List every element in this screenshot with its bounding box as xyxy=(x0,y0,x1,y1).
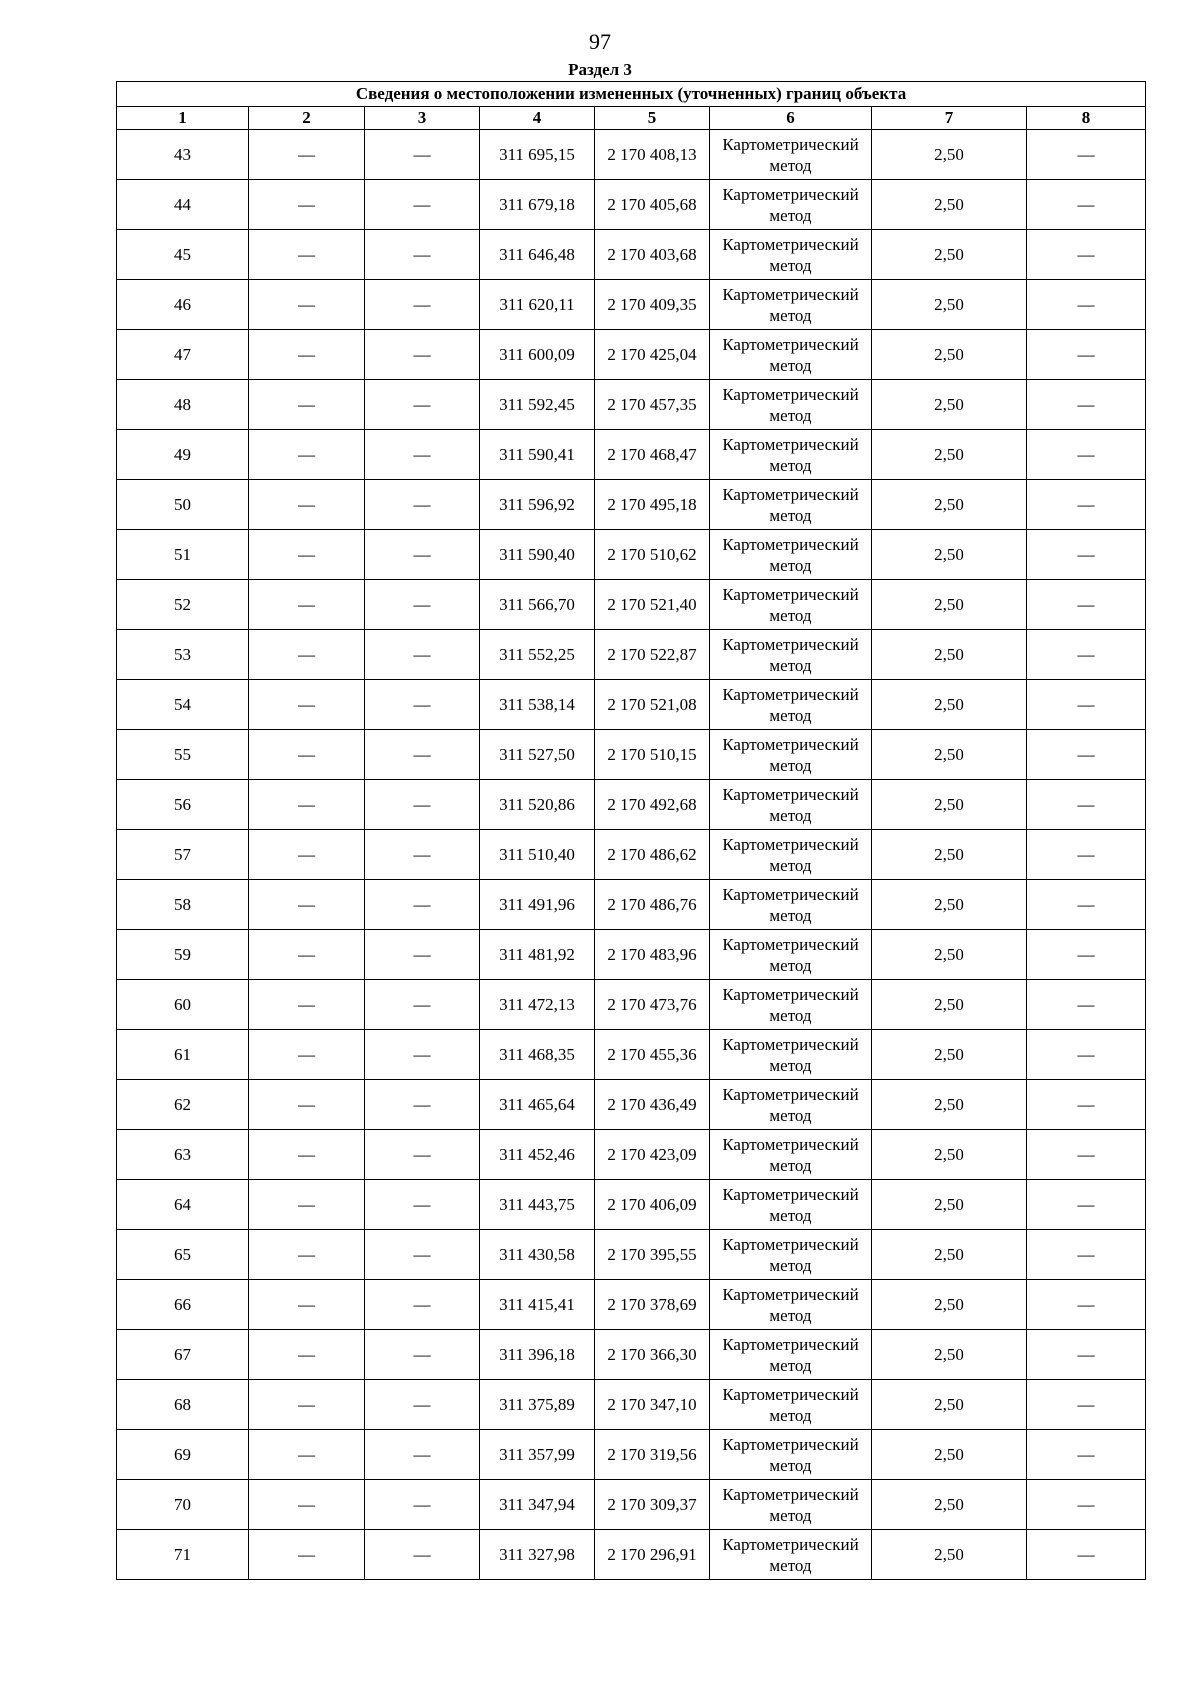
cell-col-2: — xyxy=(249,980,365,1030)
cell-method: Картометрический метод xyxy=(710,1480,872,1530)
table-row xyxy=(117,880,1146,930)
cell-col-2: — xyxy=(249,930,365,980)
column-header-8: 8 xyxy=(1027,107,1146,130)
cell-point-number: 54 xyxy=(117,680,249,730)
cell-method: Картометрический метод xyxy=(710,430,872,480)
cell-accuracy: 2,50 xyxy=(872,1030,1027,1080)
cell-method: Картометрический метод xyxy=(710,1230,872,1280)
cell-col-8: — xyxy=(1027,180,1146,230)
cell-point-number: 46 xyxy=(117,280,249,330)
cell-col-2: — xyxy=(249,330,365,380)
cell-coord-y: 2 170 347,10 xyxy=(595,1380,710,1430)
cell-col-8: — xyxy=(1027,1330,1146,1380)
cell-coord-x: 311 375,89 xyxy=(480,1380,595,1430)
cell-col-3: — xyxy=(365,880,480,930)
table-row xyxy=(117,330,1146,380)
cell-col-3: — xyxy=(365,680,480,730)
table-row xyxy=(117,230,1146,280)
cell-col-3: — xyxy=(365,1180,480,1230)
cell-coord-y: 2 170 510,15 xyxy=(595,730,710,780)
table-row xyxy=(117,730,1146,780)
cell-col-3: — xyxy=(365,330,480,380)
cell-col-8: — xyxy=(1027,680,1146,730)
cell-col-8: — xyxy=(1027,480,1146,530)
cell-coord-x: 311 415,41 xyxy=(480,1280,595,1330)
cell-accuracy: 2,50 xyxy=(872,1080,1027,1130)
cell-coord-x: 311 357,99 xyxy=(480,1430,595,1480)
table-row xyxy=(117,780,1146,830)
cell-col-3: — xyxy=(365,580,480,630)
cell-col-2: — xyxy=(249,680,365,730)
cell-coord-x: 311 596,92 xyxy=(480,480,595,530)
cell-accuracy: 2,50 xyxy=(872,580,1027,630)
cell-col-2: — xyxy=(249,530,365,580)
cell-col-8: — xyxy=(1027,880,1146,930)
table-row xyxy=(117,980,1146,1030)
cell-coord-x: 311 566,70 xyxy=(480,580,595,630)
cell-col-3: — xyxy=(365,930,480,980)
cell-col-8: — xyxy=(1027,1230,1146,1280)
cell-method: Картометрический метод xyxy=(710,1030,872,1080)
cell-point-number: 53 xyxy=(117,630,249,680)
cell-col-3: — xyxy=(365,630,480,680)
cell-col-8: — xyxy=(1027,1130,1146,1180)
cell-coord-y: 2 170 492,68 xyxy=(595,780,710,830)
cell-col-2: — xyxy=(249,1280,365,1330)
cell-col-8: — xyxy=(1027,1380,1146,1430)
cell-point-number: 71 xyxy=(117,1530,249,1580)
table-row xyxy=(117,180,1146,230)
cell-method: Картометрический метод xyxy=(710,830,872,880)
cell-col-3: — xyxy=(365,1230,480,1280)
cell-accuracy: 2,50 xyxy=(872,1180,1027,1230)
cell-col-2: — xyxy=(249,230,365,280)
cell-col-8: — xyxy=(1027,1180,1146,1230)
table-row xyxy=(117,130,1146,180)
cell-col-2: — xyxy=(249,130,365,180)
cell-coord-y: 2 170 425,04 xyxy=(595,330,710,380)
cell-coord-x: 311 527,50 xyxy=(480,730,595,780)
column-header-3: 3 xyxy=(365,107,480,130)
cell-col-2: — xyxy=(249,630,365,680)
cell-coord-y: 2 170 495,18 xyxy=(595,480,710,530)
column-header-4: 4 xyxy=(480,107,595,130)
cell-accuracy: 2,50 xyxy=(872,330,1027,380)
table-row xyxy=(117,1480,1146,1530)
cell-col-8: — xyxy=(1027,930,1146,980)
cell-method: Картометрический метод xyxy=(710,330,872,380)
cell-coord-x: 311 552,25 xyxy=(480,630,595,680)
cell-coord-x: 311 510,40 xyxy=(480,830,595,880)
cell-col-8: — xyxy=(1027,980,1146,1030)
cell-col-3: — xyxy=(365,980,480,1030)
cell-accuracy: 2,50 xyxy=(872,1430,1027,1480)
cell-coord-x: 311 538,14 xyxy=(480,680,595,730)
cell-col-2: — xyxy=(249,280,365,330)
cell-point-number: 61 xyxy=(117,1030,249,1080)
cell-accuracy: 2,50 xyxy=(872,780,1027,830)
page-number: 97 xyxy=(589,29,611,54)
cell-coord-x: 311 465,64 xyxy=(480,1080,595,1130)
cell-accuracy: 2,50 xyxy=(872,980,1027,1030)
cell-coord-y: 2 170 483,96 xyxy=(595,930,710,980)
cell-point-number: 67 xyxy=(117,1330,249,1380)
cell-point-number: 49 xyxy=(117,430,249,480)
cell-col-2: — xyxy=(249,180,365,230)
cell-method: Картометрический метод xyxy=(710,1080,872,1130)
cell-point-number: 45 xyxy=(117,230,249,280)
cell-col-8: — xyxy=(1027,1430,1146,1480)
cell-col-8: — xyxy=(1027,1080,1146,1130)
cell-method: Картометрический метод xyxy=(710,380,872,430)
table-row xyxy=(117,680,1146,730)
cell-method: Картометрический метод xyxy=(710,1330,872,1380)
cell-coord-x: 311 600,09 xyxy=(480,330,595,380)
table-row xyxy=(117,1430,1146,1480)
cell-coord-y: 2 170 473,76 xyxy=(595,980,710,1030)
cell-col-2: — xyxy=(249,1480,365,1530)
cell-accuracy: 2,50 xyxy=(872,130,1027,180)
cell-col-8: — xyxy=(1027,580,1146,630)
cell-coord-y: 2 170 436,49 xyxy=(595,1080,710,1130)
cell-coord-y: 2 170 468,47 xyxy=(595,430,710,480)
cell-method: Картометрический метод xyxy=(710,280,872,330)
cell-col-8: — xyxy=(1027,280,1146,330)
cell-col-3: — xyxy=(365,830,480,880)
cell-col-8: — xyxy=(1027,1480,1146,1530)
cell-accuracy: 2,50 xyxy=(872,480,1027,530)
cell-method: Картометрический метод xyxy=(710,1180,872,1230)
table-row xyxy=(117,580,1146,630)
cell-col-8: — xyxy=(1027,380,1146,430)
table-row xyxy=(117,830,1146,880)
cell-point-number: 63 xyxy=(117,1130,249,1180)
cell-point-number: 51 xyxy=(117,530,249,580)
cell-col-2: — xyxy=(249,730,365,780)
cell-col-3: — xyxy=(365,730,480,780)
cell-col-3: — xyxy=(365,1480,480,1530)
boundary-coordinates-table xyxy=(116,81,1146,1580)
cell-col-3: — xyxy=(365,430,480,480)
cell-coord-x: 311 472,13 xyxy=(480,980,595,1030)
cell-col-2: — xyxy=(249,1330,365,1380)
cell-col-3: — xyxy=(365,1130,480,1180)
cell-col-2: — xyxy=(249,830,365,880)
cell-coord-x: 311 430,58 xyxy=(480,1230,595,1280)
cell-coord-y: 2 170 319,56 xyxy=(595,1430,710,1480)
table-row xyxy=(117,1230,1146,1280)
cell-point-number: 58 xyxy=(117,880,249,930)
cell-accuracy: 2,50 xyxy=(872,680,1027,730)
cell-coord-y: 2 170 510,62 xyxy=(595,530,710,580)
cell-accuracy: 2,50 xyxy=(872,1230,1027,1280)
cell-col-3: — xyxy=(365,380,480,430)
cell-method: Картометрический метод xyxy=(710,630,872,680)
cell-accuracy: 2,50 xyxy=(872,930,1027,980)
cell-point-number: 68 xyxy=(117,1380,249,1430)
cell-col-8: — xyxy=(1027,430,1146,480)
cell-coord-y: 2 170 486,76 xyxy=(595,880,710,930)
table-row xyxy=(117,1330,1146,1380)
cell-method: Картометрический метод xyxy=(710,1130,872,1180)
cell-method: Картометрический метод xyxy=(710,480,872,530)
cell-coord-x: 311 491,96 xyxy=(480,880,595,930)
cell-point-number: 52 xyxy=(117,580,249,630)
cell-point-number: 57 xyxy=(117,830,249,880)
cell-coord-x: 311 396,18 xyxy=(480,1330,595,1380)
cell-col-2: — xyxy=(249,1030,365,1080)
table-row xyxy=(117,430,1146,480)
table-row xyxy=(117,1030,1146,1080)
cell-coord-y: 2 170 486,62 xyxy=(595,830,710,880)
cell-coord-y: 2 170 409,35 xyxy=(595,280,710,330)
cell-col-2: — xyxy=(249,1380,365,1430)
cell-coord-x: 311 590,41 xyxy=(480,430,595,480)
cell-col-2: — xyxy=(249,1430,365,1480)
cell-point-number: 65 xyxy=(117,1230,249,1280)
cell-method: Картометрический метод xyxy=(710,930,872,980)
cell-coord-x: 311 592,45 xyxy=(480,380,595,430)
cell-method: Картометрический метод xyxy=(710,580,872,630)
cell-coord-y: 2 170 457,35 xyxy=(595,380,710,430)
cell-method: Картометрический метод xyxy=(710,230,872,280)
cell-point-number: 62 xyxy=(117,1080,249,1130)
cell-accuracy: 2,50 xyxy=(872,1130,1027,1180)
cell-coord-x: 311 452,46 xyxy=(480,1130,595,1180)
cell-col-2: — xyxy=(249,1180,365,1230)
cell-coord-y: 2 170 522,87 xyxy=(595,630,710,680)
cell-accuracy: 2,50 xyxy=(872,380,1027,430)
cell-point-number: 59 xyxy=(117,930,249,980)
cell-accuracy: 2,50 xyxy=(872,180,1027,230)
cell-coord-y: 2 170 378,69 xyxy=(595,1280,710,1330)
cell-method: Картометрический метод xyxy=(710,730,872,780)
cell-accuracy: 2,50 xyxy=(872,280,1027,330)
cell-point-number: 47 xyxy=(117,330,249,380)
cell-col-8: — xyxy=(1027,730,1146,780)
cell-col-8: — xyxy=(1027,1280,1146,1330)
cell-method: Картометрический метод xyxy=(710,1430,872,1480)
cell-accuracy: 2,50 xyxy=(872,1530,1027,1580)
cell-accuracy: 2,50 xyxy=(872,1280,1027,1330)
cell-col-2: — xyxy=(249,430,365,480)
cell-accuracy: 2,50 xyxy=(872,430,1027,480)
cell-coord-x: 311 481,92 xyxy=(480,930,595,980)
table-row xyxy=(117,280,1146,330)
cell-method: Картометрический метод xyxy=(710,180,872,230)
table-row xyxy=(117,1130,1146,1180)
cell-col-3: — xyxy=(365,180,480,230)
cell-method: Картометрический метод xyxy=(710,1380,872,1430)
cell-point-number: 55 xyxy=(117,730,249,780)
table-row xyxy=(117,630,1146,680)
cell-coord-x: 311 620,11 xyxy=(480,280,595,330)
cell-col-8: — xyxy=(1027,780,1146,830)
cell-coord-y: 2 170 405,68 xyxy=(595,180,710,230)
table-row xyxy=(117,480,1146,530)
table-row xyxy=(117,930,1146,980)
table-row xyxy=(117,1080,1146,1130)
cell-col-8: — xyxy=(1027,230,1146,280)
cell-coord-y: 2 170 521,40 xyxy=(595,580,710,630)
column-header-5: 5 xyxy=(595,107,710,130)
cell-accuracy: 2,50 xyxy=(872,880,1027,930)
cell-point-number: 69 xyxy=(117,1430,249,1480)
table-row xyxy=(117,1530,1146,1580)
cell-point-number: 64 xyxy=(117,1180,249,1230)
cell-accuracy: 2,50 xyxy=(872,1330,1027,1380)
cell-coord-y: 2 170 366,30 xyxy=(595,1330,710,1380)
cell-col-8: — xyxy=(1027,630,1146,680)
cell-method: Картометрический метод xyxy=(710,1530,872,1580)
cell-method: Картометрический метод xyxy=(710,1280,872,1330)
cell-col-3: — xyxy=(365,1330,480,1380)
cell-method: Картометрический метод xyxy=(710,680,872,730)
cell-coord-y: 2 170 408,13 xyxy=(595,130,710,180)
cell-accuracy: 2,50 xyxy=(872,1480,1027,1530)
cell-method: Картометрический метод xyxy=(710,880,872,930)
cell-col-2: — xyxy=(249,380,365,430)
cell-col-8: — xyxy=(1027,1530,1146,1580)
cell-col-3: — xyxy=(365,1080,480,1130)
cell-point-number: 56 xyxy=(117,780,249,830)
column-header-7: 7 xyxy=(872,107,1027,130)
cell-accuracy: 2,50 xyxy=(872,830,1027,880)
cell-coord-x: 311 443,75 xyxy=(480,1180,595,1230)
cell-col-8: — xyxy=(1027,330,1146,380)
cell-coord-x: 311 590,40 xyxy=(480,530,595,580)
cell-point-number: 43 xyxy=(117,130,249,180)
cell-coord-x: 311 347,94 xyxy=(480,1480,595,1530)
cell-method: Картометрический метод xyxy=(710,130,872,180)
cell-col-3: — xyxy=(365,530,480,580)
cell-coord-y: 2 170 423,09 xyxy=(595,1130,710,1180)
table-body xyxy=(117,130,1146,1580)
cell-coord-x: 311 679,18 xyxy=(480,180,595,230)
cell-coord-y: 2 170 309,37 xyxy=(595,1480,710,1530)
cell-col-8: — xyxy=(1027,830,1146,880)
table-row xyxy=(117,1380,1146,1430)
cell-col-3: — xyxy=(365,1530,480,1580)
column-header-2: 2 xyxy=(249,107,365,130)
section-title: Раздел 3 xyxy=(568,60,632,79)
cell-coord-y: 2 170 403,68 xyxy=(595,230,710,280)
cell-coord-x: 311 468,35 xyxy=(480,1030,595,1080)
cell-col-3: — xyxy=(365,230,480,280)
cell-coord-y: 2 170 455,36 xyxy=(595,1030,710,1080)
cell-accuracy: 2,50 xyxy=(872,630,1027,680)
cell-col-3: — xyxy=(365,480,480,530)
cell-col-3: — xyxy=(365,1280,480,1330)
cell-col-2: — xyxy=(249,1230,365,1280)
cell-coord-x: 311 646,48 xyxy=(480,230,595,280)
column-header-6: 6 xyxy=(710,107,872,130)
cell-method: Картометрический метод xyxy=(710,530,872,580)
cell-coord-x: 311 327,98 xyxy=(480,1530,595,1580)
cell-point-number: 66 xyxy=(117,1280,249,1330)
cell-coord-y: 2 170 296,91 xyxy=(595,1530,710,1580)
table-row xyxy=(117,1280,1146,1330)
table-row xyxy=(117,1180,1146,1230)
cell-col-3: — xyxy=(365,130,480,180)
column-header-row xyxy=(117,107,1146,130)
cell-coord-x: 311 520,86 xyxy=(480,780,595,830)
cell-point-number: 48 xyxy=(117,380,249,430)
cell-point-number: 44 xyxy=(117,180,249,230)
cell-coord-y: 2 170 395,55 xyxy=(595,1230,710,1280)
cell-accuracy: 2,50 xyxy=(872,530,1027,580)
cell-coord-x: 311 695,15 xyxy=(480,130,595,180)
cell-col-8: — xyxy=(1027,130,1146,180)
cell-col-2: — xyxy=(249,1130,365,1180)
cell-col-2: — xyxy=(249,480,365,530)
cell-col-2: — xyxy=(249,580,365,630)
cell-col-2: — xyxy=(249,1530,365,1580)
cell-method: Картометрический метод xyxy=(710,980,872,1030)
cell-coord-y: 2 170 521,08 xyxy=(595,680,710,730)
cell-col-8: — xyxy=(1027,1030,1146,1080)
cell-col-8: — xyxy=(1027,530,1146,580)
cell-point-number: 60 xyxy=(117,980,249,1030)
table-row xyxy=(117,530,1146,580)
table-caption: Сведения о местоположении измененных (уточненных) границ объекта xyxy=(117,82,1146,107)
column-header-1: 1 xyxy=(117,107,249,130)
cell-col-2: — xyxy=(249,780,365,830)
cell-accuracy: 2,50 xyxy=(872,1380,1027,1430)
cell-method: Картометрический метод xyxy=(710,780,872,830)
cell-accuracy: 2,50 xyxy=(872,230,1027,280)
cell-accuracy: 2,50 xyxy=(872,730,1027,780)
cell-col-3: — xyxy=(365,1380,480,1430)
cell-point-number: 50 xyxy=(117,480,249,530)
cell-col-3: — xyxy=(365,1430,480,1480)
cell-point-number: 70 xyxy=(117,1480,249,1530)
cell-col-3: — xyxy=(365,280,480,330)
cell-col-2: — xyxy=(249,1080,365,1130)
table-row xyxy=(117,380,1146,430)
cell-col-3: — xyxy=(365,780,480,830)
cell-col-3: — xyxy=(365,1030,480,1080)
cell-coord-y: 2 170 406,09 xyxy=(595,1180,710,1230)
cell-col-2: — xyxy=(249,880,365,930)
